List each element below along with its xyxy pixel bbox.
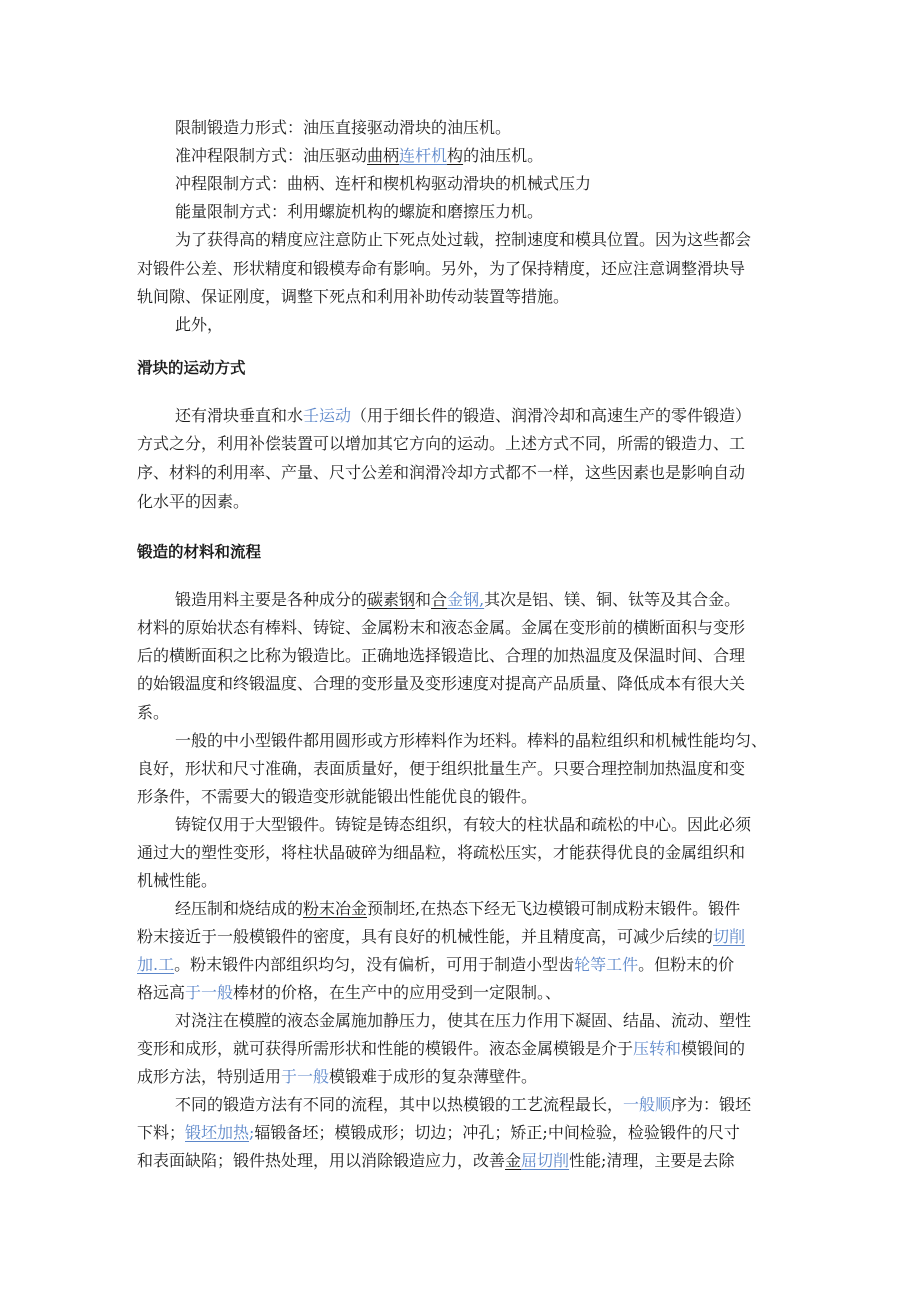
- hyperlink-blank-heating[interactable]: 锻坯加热: [185, 1123, 250, 1142]
- paragraph-line: 系。: [137, 703, 170, 722]
- paragraph-line: 准冲程限制方式：油压驱动曲柄连杆机构的油压机。: [175, 146, 544, 165]
- paragraph-line: 对锻件公差、形状精度和锻模寿命有影响。另外，为了保持精度，还应注意调整滑块导: [137, 259, 746, 278]
- hyperlink-general[interactable]: 于一般: [281, 1067, 330, 1086]
- hyperlink-alloy-steel-tail[interactable]: 金钢,: [447, 590, 485, 609]
- hyperlink-metal[interactable]: 金: [505, 1151, 522, 1170]
- paragraph-line: 机械性能。: [137, 871, 218, 890]
- paragraph-line: 能量限制方式：利用螺旋机构的螺旋和磨擦压力机。: [175, 202, 544, 221]
- paragraph-line: 一般的中小型锻件都用圆形或方形棒料作为坯料。棒料的晶粒组织和机械性能均匀、: [175, 731, 768, 750]
- paragraph-line: 序、材料的利用率、产量、尺寸公差和润滑冷却方式都不一样，这些因素也是影响自动: [137, 463, 746, 482]
- hyperlink-powder-metallurgy[interactable]: 粉末冶金: [303, 899, 368, 918]
- hyperlink-metal-cutting[interactable]: 屈切削: [521, 1151, 570, 1170]
- hyperlink-general-order[interactable]: 一般顺: [623, 1095, 672, 1114]
- paragraph-line: 限制锻造力形式：油压直接驱动滑块的油压机。: [175, 118, 512, 137]
- paragraph-line: 还有滑块垂直和水壬运动（用于细长件的锻造、润滑冷却和高速生产的零件锻造）: [175, 406, 752, 425]
- paragraph-line: 的始锻温度和终锻温度、合理的变形量及变形速度对提高产品质量、降低成本有很大关: [137, 674, 746, 693]
- hyperlink-machining[interactable]: 加.工: [137, 955, 175, 974]
- hyperlink-carbon-steel[interactable]: 碳素钢: [367, 590, 416, 609]
- paragraph-line: 对浇注在模膛的液态金属施加静压力，使其在压力作用下凝固、结晶、流动、塑性: [175, 1011, 752, 1030]
- hyperlink-linkage[interactable]: 连杆机: [399, 146, 448, 165]
- paragraph-line: 锻造用料主要是各种成分的碳素钢和合金钢,其次是铝、镁、铜、钛等及其合金。: [175, 590, 741, 609]
- paragraph-line: 格远高于一般棒材的价格，在生产中的应用受到一定限制。、: [137, 983, 562, 1002]
- paragraph-line: 化水平的因素。: [137, 492, 250, 511]
- hyperlink-die-casting[interactable]: 压转和: [633, 1039, 682, 1058]
- hyperlink-general[interactable]: 于一般: [185, 983, 234, 1002]
- paragraph-line: 为了获得高的精度应注意防止下死点处过载，控制速度和模具位置。因为这些都会: [175, 230, 752, 249]
- paragraph-line: 冲程限制方式：曲柄、连杆和楔机构驱动滑块的机械式压力: [175, 174, 592, 193]
- hyperlink-cutting[interactable]: 切削: [713, 927, 746, 946]
- section-heading: 滑块的运动方式: [137, 359, 246, 377]
- hyperlink-linkage-tail[interactable]: 构: [447, 146, 464, 165]
- hyperlink-alloy-steel[interactable]: 合: [431, 590, 448, 609]
- paragraph-line: 此外，: [175, 315, 224, 334]
- paragraph-line: 后的横断面积之比称为锻造比。正确地选择锻造比、合理的加热温度及保温时间、合理: [137, 646, 746, 665]
- paragraph-line: 成形方法，特别适用于一般模锻难于成形的复杂薄壁件。: [137, 1067, 538, 1086]
- paragraph-line: 通过大的塑性变形，将柱状晶破碎为细晶粒，将疏松压实，才能获得优良的金属组织和: [137, 843, 746, 862]
- paragraph-line: 方式之分，利用补偿装置可以增加其它方向的运动。上述方式不同，所需的锻造力、工: [137, 434, 746, 453]
- paragraph-line: 良好，形状和尺寸准确，表面质量好，便于组织批量生产。只要合理控制加热温度和变: [137, 759, 746, 778]
- paragraph-line: 和表面缺陷；锻件热处理，用以消除锻造应力，改善金屈切削性能;清理，主要是去除: [137, 1151, 735, 1170]
- paragraph-line: 经压制和烧结成的粉末冶金预制坯,在热态下经无飞边模锻可制成粉末锻件。锻件: [175, 899, 741, 918]
- paragraph-line: 变形和成形，就可获得所需形状和性能的模锻件。液态金属模锻是介于压转和模锻间的: [137, 1039, 746, 1058]
- paragraph-line: 不同的锻造方法有不同的流程，其中以热模锻的工艺流程最长，一般顺序为：锻坯: [175, 1095, 752, 1114]
- section-heading: 锻造的材料和流程: [137, 543, 262, 561]
- hyperlink-motion[interactable]: 壬运动: [303, 406, 352, 425]
- hyperlink-crank[interactable]: 曲柄: [367, 146, 400, 165]
- paragraph-line: 材料的原始状态有棒料、铸锭、金属粉末和液态金属。金属在变形前的横断面积与变形: [137, 618, 746, 637]
- paragraph-line: 形条件，不需要大的锻造变形就能锻出性能优良的锻件。: [137, 787, 538, 806]
- paragraph-line: 下料；锻坯加热;辐锻备坯；模锻成形；切边；冲孔；矫正;中间检验，检验锻件的尺寸: [137, 1123, 740, 1142]
- paragraph-line: 加.工。粉末锻件内部组织均匀，没有偏析，可用于制造小型齿轮等工件。但粉末的价: [137, 955, 735, 974]
- paragraph-line: 粉末接近于一般模锻件的密度，具有良好的机械性能，并且精度高，可减少后续的切削: [137, 927, 746, 946]
- paragraph-line: 轨间隙、保证刚度，调整下死点和利用补助传动装置等措施。: [137, 287, 570, 306]
- paragraph-line: 铸锭仅用于大型锻件。铸锭是铸态组织，有较大的柱状晶和疏松的中心。因此必须: [175, 815, 752, 834]
- hyperlink-gear-parts[interactable]: 轮等工件: [574, 955, 639, 974]
